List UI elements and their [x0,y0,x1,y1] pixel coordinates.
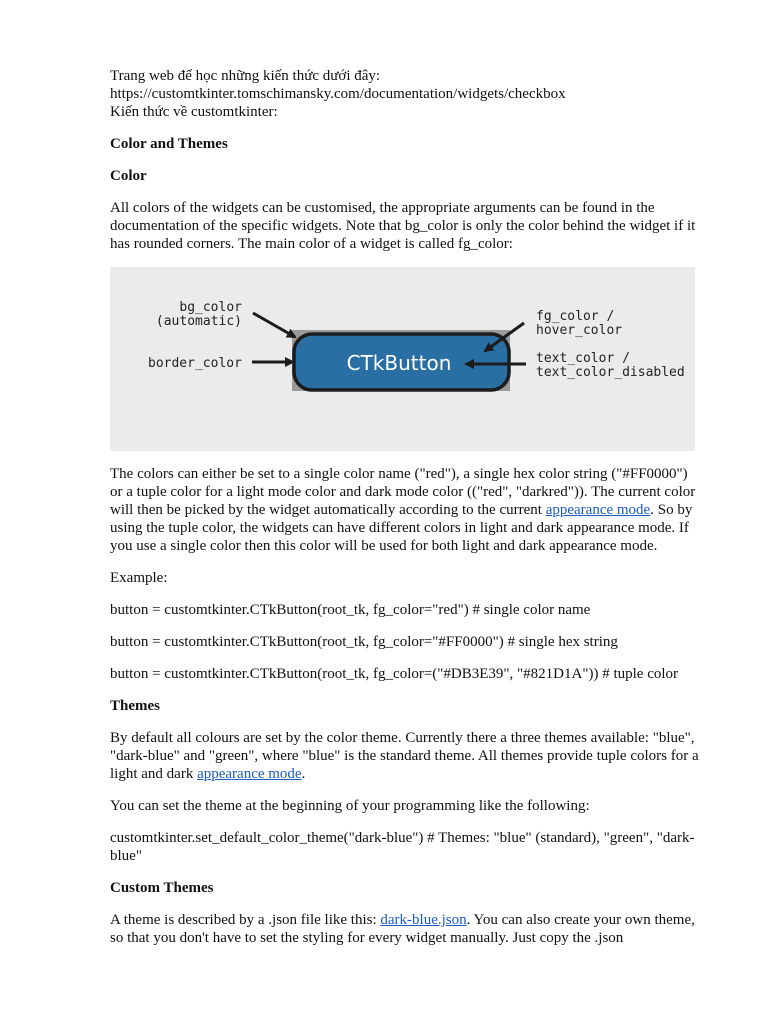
bg-color-label-auto: (automatic) [155,314,242,329]
text-color-label: text_color / [536,351,630,366]
paragraph-set-theme: You can set the theme at the beginning of your programming like the following: [110,798,590,814]
heading-color-and-themes: Color and Themes [110,136,228,152]
paragraph-custom-themes [110,911,700,947]
heading-themes: Themes [110,698,160,714]
custom-text-2: . You can also create your own theme, so that you don't have to set the styling for every widget manually. Just copy the .json [110,912,695,946]
paragraph-colors-detail [110,465,700,555]
ctkbutton-color-diagram [110,267,695,451]
bg-color-label: bg_color [179,300,242,315]
intro-line-3: Kiến thức về customtkinter: [110,104,278,120]
intro-url: https://customtkinter.tomschimansky.com/documentation/widgets/checkbox [110,86,566,102]
code-set-theme: customtkinter.set_default_color_theme("dark-blue") # Themes: "blue" (standard), "green", "dark-blue" [110,830,695,864]
custom-text-1: A theme is described by a .json file like this: [110,912,381,928]
code-example-2: button = customtkinter.CTkButton(root_tk, fg_color="#FF0000") # single hex string [110,634,618,650]
text-color-disabled-label: text_color_disabled [536,365,685,380]
code-example-3: button = customtkinter.CTkButton(root_tk, fg_color=("#DB3E39", "#821D1A")) # tuple color [110,666,679,682]
themes-text-2: . [301,766,306,782]
intro-line-1: Trang web để học những kiến thức dưới đây: [110,68,381,84]
heading-custom-themes: Custom Themes [110,880,214,896]
code-example-1: button = customtkinter.CTkButton(root_tk, fg_color="red") # single color name [110,602,591,618]
hover-color-label: hover_color [536,323,623,338]
ctkbutton-label: CTkButton [346,351,452,375]
bg-color-arrow [253,313,295,337]
appearance-mode-link-2[interactable]: appearance mode [197,766,302,782]
border-color-label: border_color [148,356,242,371]
heading-color: Color [110,168,147,184]
colors-detail-text-2: . So by using the tuple color, the widgets can have different colors in light and dark appearance mode. If you use a single color then this color will be used for both light and dark appearance mode. [110,502,693,554]
example-label: Example: [110,570,168,586]
fg-color-label: fg_color / [536,309,615,324]
diagram-svg [110,267,695,451]
paragraph-colors-intro: All colors of the widgets can be customised, the appropriate arguments can be found in the documentation of the specific widgets. Note that bg_color is only the color behind the widget if it has rounded corners. The main color of a widget is called fg_color: [110,200,696,252]
appearance-mode-link[interactable]: appearance mode [545,502,651,518]
paragraph-themes [110,729,700,783]
document-page [110,67,700,947]
intro-block [110,67,700,121]
dark-blue-json-link[interactable]: dark-blue.json [380,912,467,928]
colors-detail-text-1: The colors can either be set to a single color name ("red"), a single hex color string ("#FF0000") or a tuple color for a light mode color and dark mode color (("red", "darkred")). The current color will then be picked by the widget automatically according to the current [110,466,696,518]
themes-text-1: By default all colours are set by the color theme. Currently there a three themes available: "blue", "dark-blue" and "green", where "blue" is the standard theme. All themes provide tuple colors for a light and dark [110,730,699,782]
